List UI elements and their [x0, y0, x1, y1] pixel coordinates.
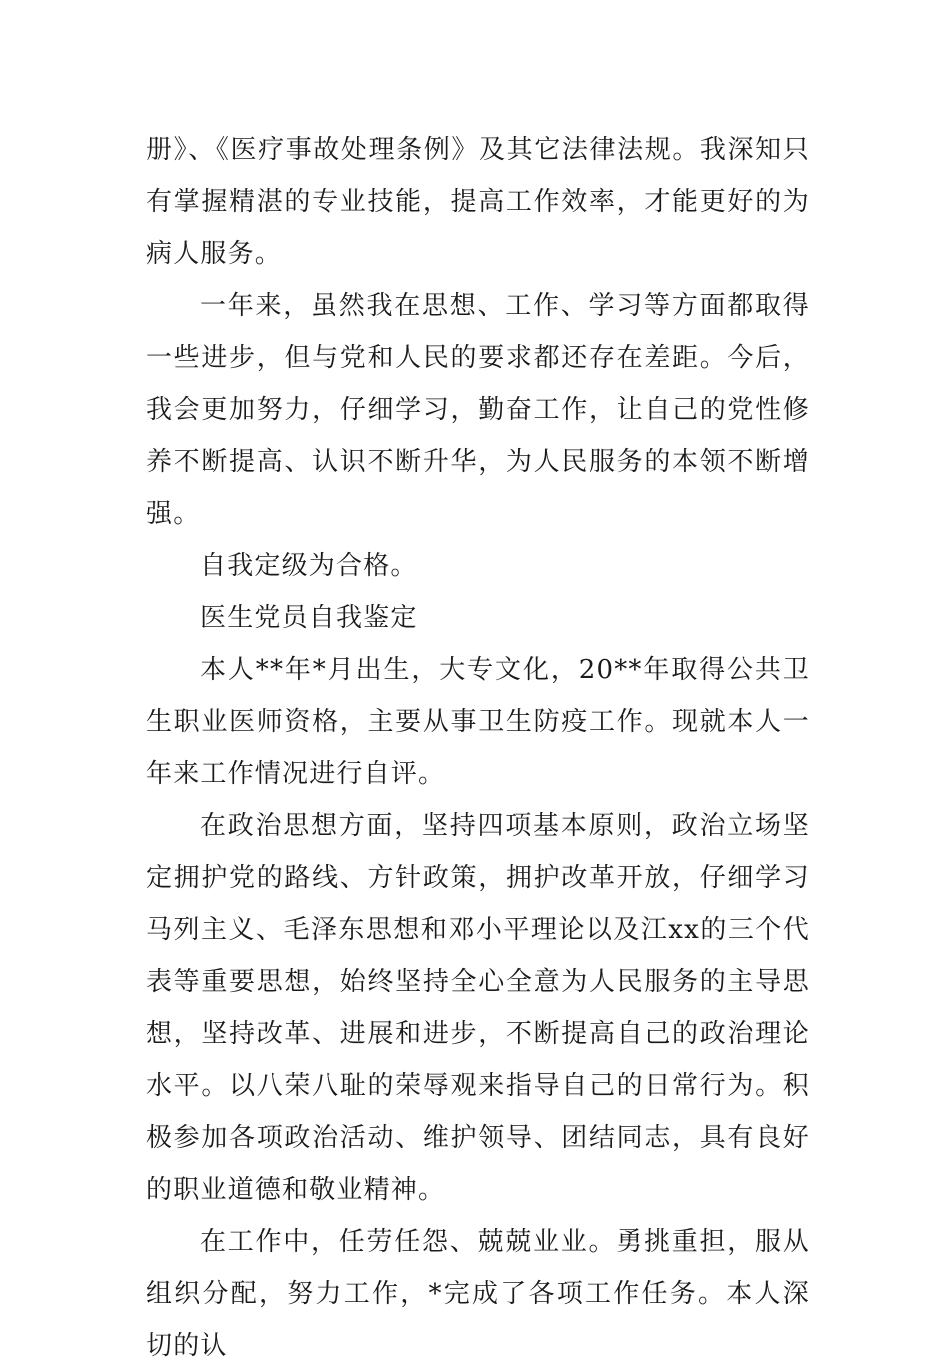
paragraph-1: 册》、《医疗事故处理条例》及其它法律法规。我深知只有掌握精湛的专业技能，提高工作效率，才能更好的为病人服务。	[146, 135, 810, 269]
document-body	[146, 124, 810, 1372]
paragraph-3: 自我定级为合格。	[200, 551, 418, 581]
section-heading: 医生党员自我鉴定	[200, 603, 418, 633]
paragraph-4: 本人**年*月出生，大专文化，20**年取得公共卫生职业医师资格，主要从事卫生防疫工作。现就本人一年来工作情况进行自评。	[146, 655, 810, 789]
paragraph-5: 在政治思想方面，坚持四项基本原则，政治立场坚定拥护党的路线、方针政策，拥护改革开放，仔细学习马列主义、毛泽东思想和邓小平理论以及江xx的三个代表等重要思想，始终坚持全心全意为人民服务的主导思想，坚持改革、进展和进步，不断提高自己的政治理论水平。以八荣八耻的荣辱观来指导自己的日常行为。积极参加各项政治活动、维护领导、团结同志，具有良好的职业道德和敬业精神。	[146, 811, 810, 1205]
paragraph-2: 一年来，虽然我在思想、工作、学习等方面都取得一些进步，但与党和人民的要求都还存在差距。今后，我会更加努力，仔细学习，勤奋工作，让自己的党性修养不断提高、认识不断升华，为人民服务的本领不断增强。	[146, 291, 810, 529]
paragraph-6: 在工作中，任劳任怨、兢兢业业。勇挑重担，服从组织分配，努力工作，*完成了各项工作任务。本人深切的认	[146, 1227, 810, 1361]
